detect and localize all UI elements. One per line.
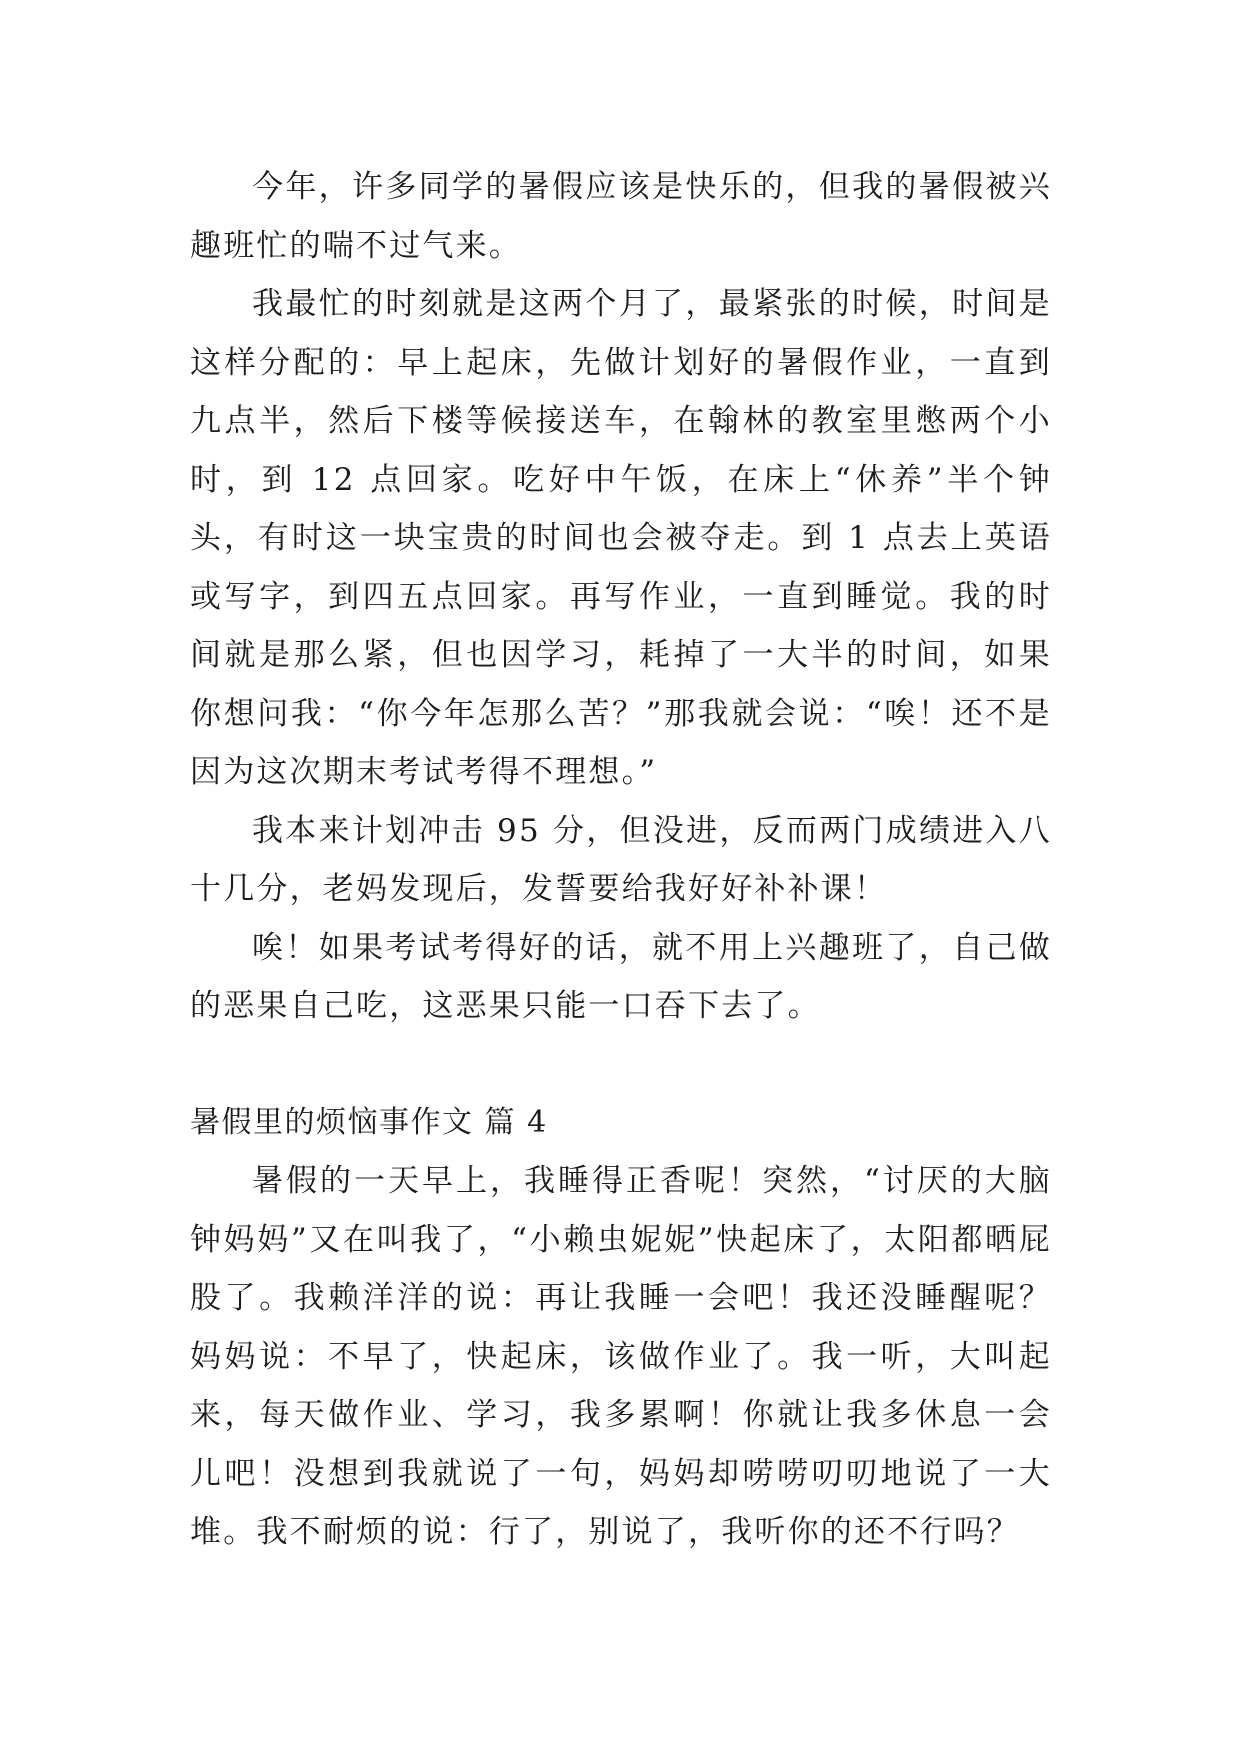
document-body bbox=[190, 158, 1052, 1562]
paragraph: 暑假的一天早上，我睡得正香呢！突然，“讨厌的大脑钟妈妈”又在叫我了，“小赖虫妮妮”快起床了，太阳都晒屁股了。我赖洋洋的说：再让我睡一会吧！我还没睡醒呢？妈妈说：不早了，快起床，该做作业了。我一听，大叫起来，每天做作业、学习，我多累啊！你就让我多休息一会儿吧！没想到我就说了一句，妈妈却唠唠叨叨地说了一大堆。我不耐烦的说：行了，别说了，我听你的还不行吗？ bbox=[190, 1163, 1052, 1550]
section-heading: 暑假里的烦恼事作文 篇 4 bbox=[190, 1104, 548, 1140]
paragraph: 今年，许多同学的暑假应该是快乐的，但我的暑假被兴趣班忙的喘不过气来。 bbox=[190, 169, 1052, 264]
paragraph: 唉！如果考试考得好的话，就不用上兴趣班了，自己做的恶果自己吃，这恶果只能一口吞下去了。 bbox=[190, 929, 1052, 1024]
paragraph: 我最忙的时刻就是这两个月了，最紧张的时候，时间是这样分配的：早上起床，先做计划好的暑假作业，一直到九点半，然后下楼等候接送车，在翰林的教室里憋两个小时，到 12 点回家。吃好中午饭，在床上“休养”半个钟头，有时这一块宝贵的时间也会被夺走。到 1 点去上英语或写字，到四五点回家。再写作业，一直到睡觉。我的时间就是那么紧，但也因学习，耗掉了一大半的时间，如果你想问我：“你今年怎那么苦？”那我就会说：“唉！还不是因为这次期末考试考得不理想。” bbox=[190, 286, 1052, 790]
paragraph: 我本来计划冲击 95 分，但没进，反而两门成绩进入八十几分，老妈发现后，发誓要给我好好补补课！ bbox=[190, 812, 1052, 907]
